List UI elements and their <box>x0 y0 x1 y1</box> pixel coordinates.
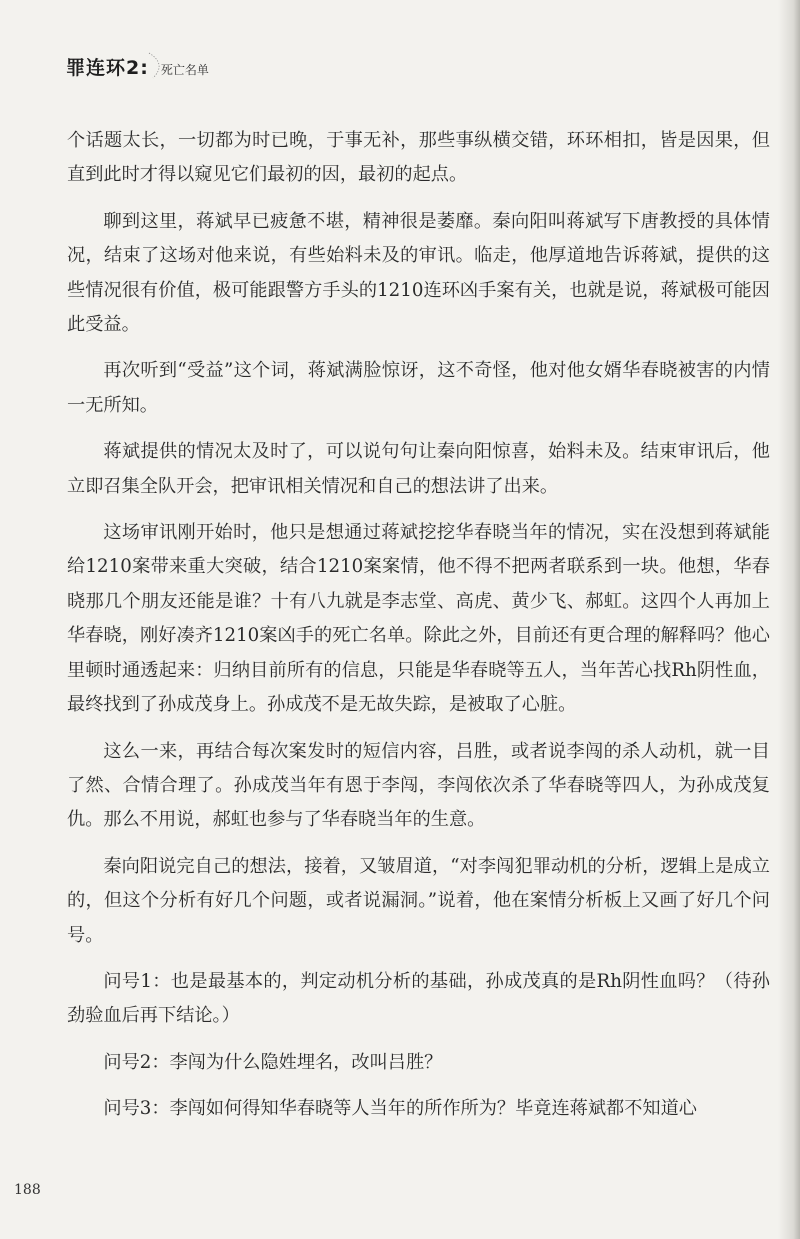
series-title: 罪连环2: <box>66 57 149 79</box>
page-number: 188 <box>14 1182 41 1198</box>
paragraph: 秦向阳说完自己的想法，接着，又皱眉道，“对李闯犯罪动机的分析，逻辑上是成立的，但这个分析有好几个问题，或者说漏洞。”说着，他在案情分析板上又画了好几个问号。 <box>67 855 770 946</box>
book-subtitle: 死亡名单 <box>160 63 209 77</box>
paragraph: 问号1：也是最基本的，判定动机分析的基础，孙成茂真的是Rh阴性血吗？（待孙劲验血后再下结论。） <box>67 970 770 1027</box>
paragraph: 这场审讯刚开始时，他只是想通过蒋斌挖挖华春晓当年的情况，实在没想到蒋斌能给1210案带来重大突破，结合1210案案情，他不得不把两者联系到一块。他想，华春晓那几个朋友还能是谁？十有八九就是李志堂、高虎、黄少飞、郝虹。这四个人再加上华春晓，刚好凑齐1210案凶手的死亡名单。除此之外，目前还有更合理的解释吗？他心里顿时通透起来：归纳目前所有的信息，只能是华春晓等五人，当年苦心找Rh阴性血，最终找到了孙成茂身上。孙成茂不是无故失踪，是被取了心脏。 <box>67 522 770 716</box>
page-edge-shadow <box>778 0 800 1239</box>
paragraph: 问号3：李闯如何得知华春晓等人当年的所作所为？毕竟连蒋斌都不知道心 <box>103 1098 697 1120</box>
paragraph: 聊到这里，蒋斌早已疲惫不堪，精神很是萎靡。秦向阳叫蒋斌写下唐教授的具体情况，结束了这场对他来说，有些始料未及的审讯。临走，他厚道地告诉蒋斌，提供的这些情况很有价值，极可能跟警方手头的1210连环凶手案有关，也就是说，蒋斌极可能因此受益。 <box>67 210 770 336</box>
header-arc-ornament <box>145 50 171 80</box>
paragraph: 蒋斌提供的情况太及时了，可以说句句让秦向阳惊喜，始料未及。结束审讯后，他立即召集全队开会，把审讯相关情况和自己的想法讲了出来。 <box>67 441 770 497</box>
paragraph: 问号2：李闯为什么隐姓埋名，改叫吕胜？ <box>103 1051 443 1073</box>
paragraph: 这么一来，再结合每次案发时的短信内容，吕胜，或者说李闯的杀人动机，就一目了然、合情合理了。孙成茂当年有恩于李闯，李闯依次杀了华春晓等四人，为孙成茂复仇。那么不用说，郝虹也参与了华春晓当年的生意。 <box>67 740 770 831</box>
running-header <box>66 40 209 80</box>
paragraph: 个话题太长，一切都为时已晚，于事无补，那些事纵横交错，环环相扣，皆是因果，但直到此时才得以窥见它们最初的因，最初的起点。 <box>67 130 770 186</box>
paragraph: 再次听到“受益”这个词，蒋斌满脸惊讶，这不奇怪，他对他女婿华春晓被害的内情一无所知。 <box>67 360 770 416</box>
body-text <box>67 124 770 1139</box>
